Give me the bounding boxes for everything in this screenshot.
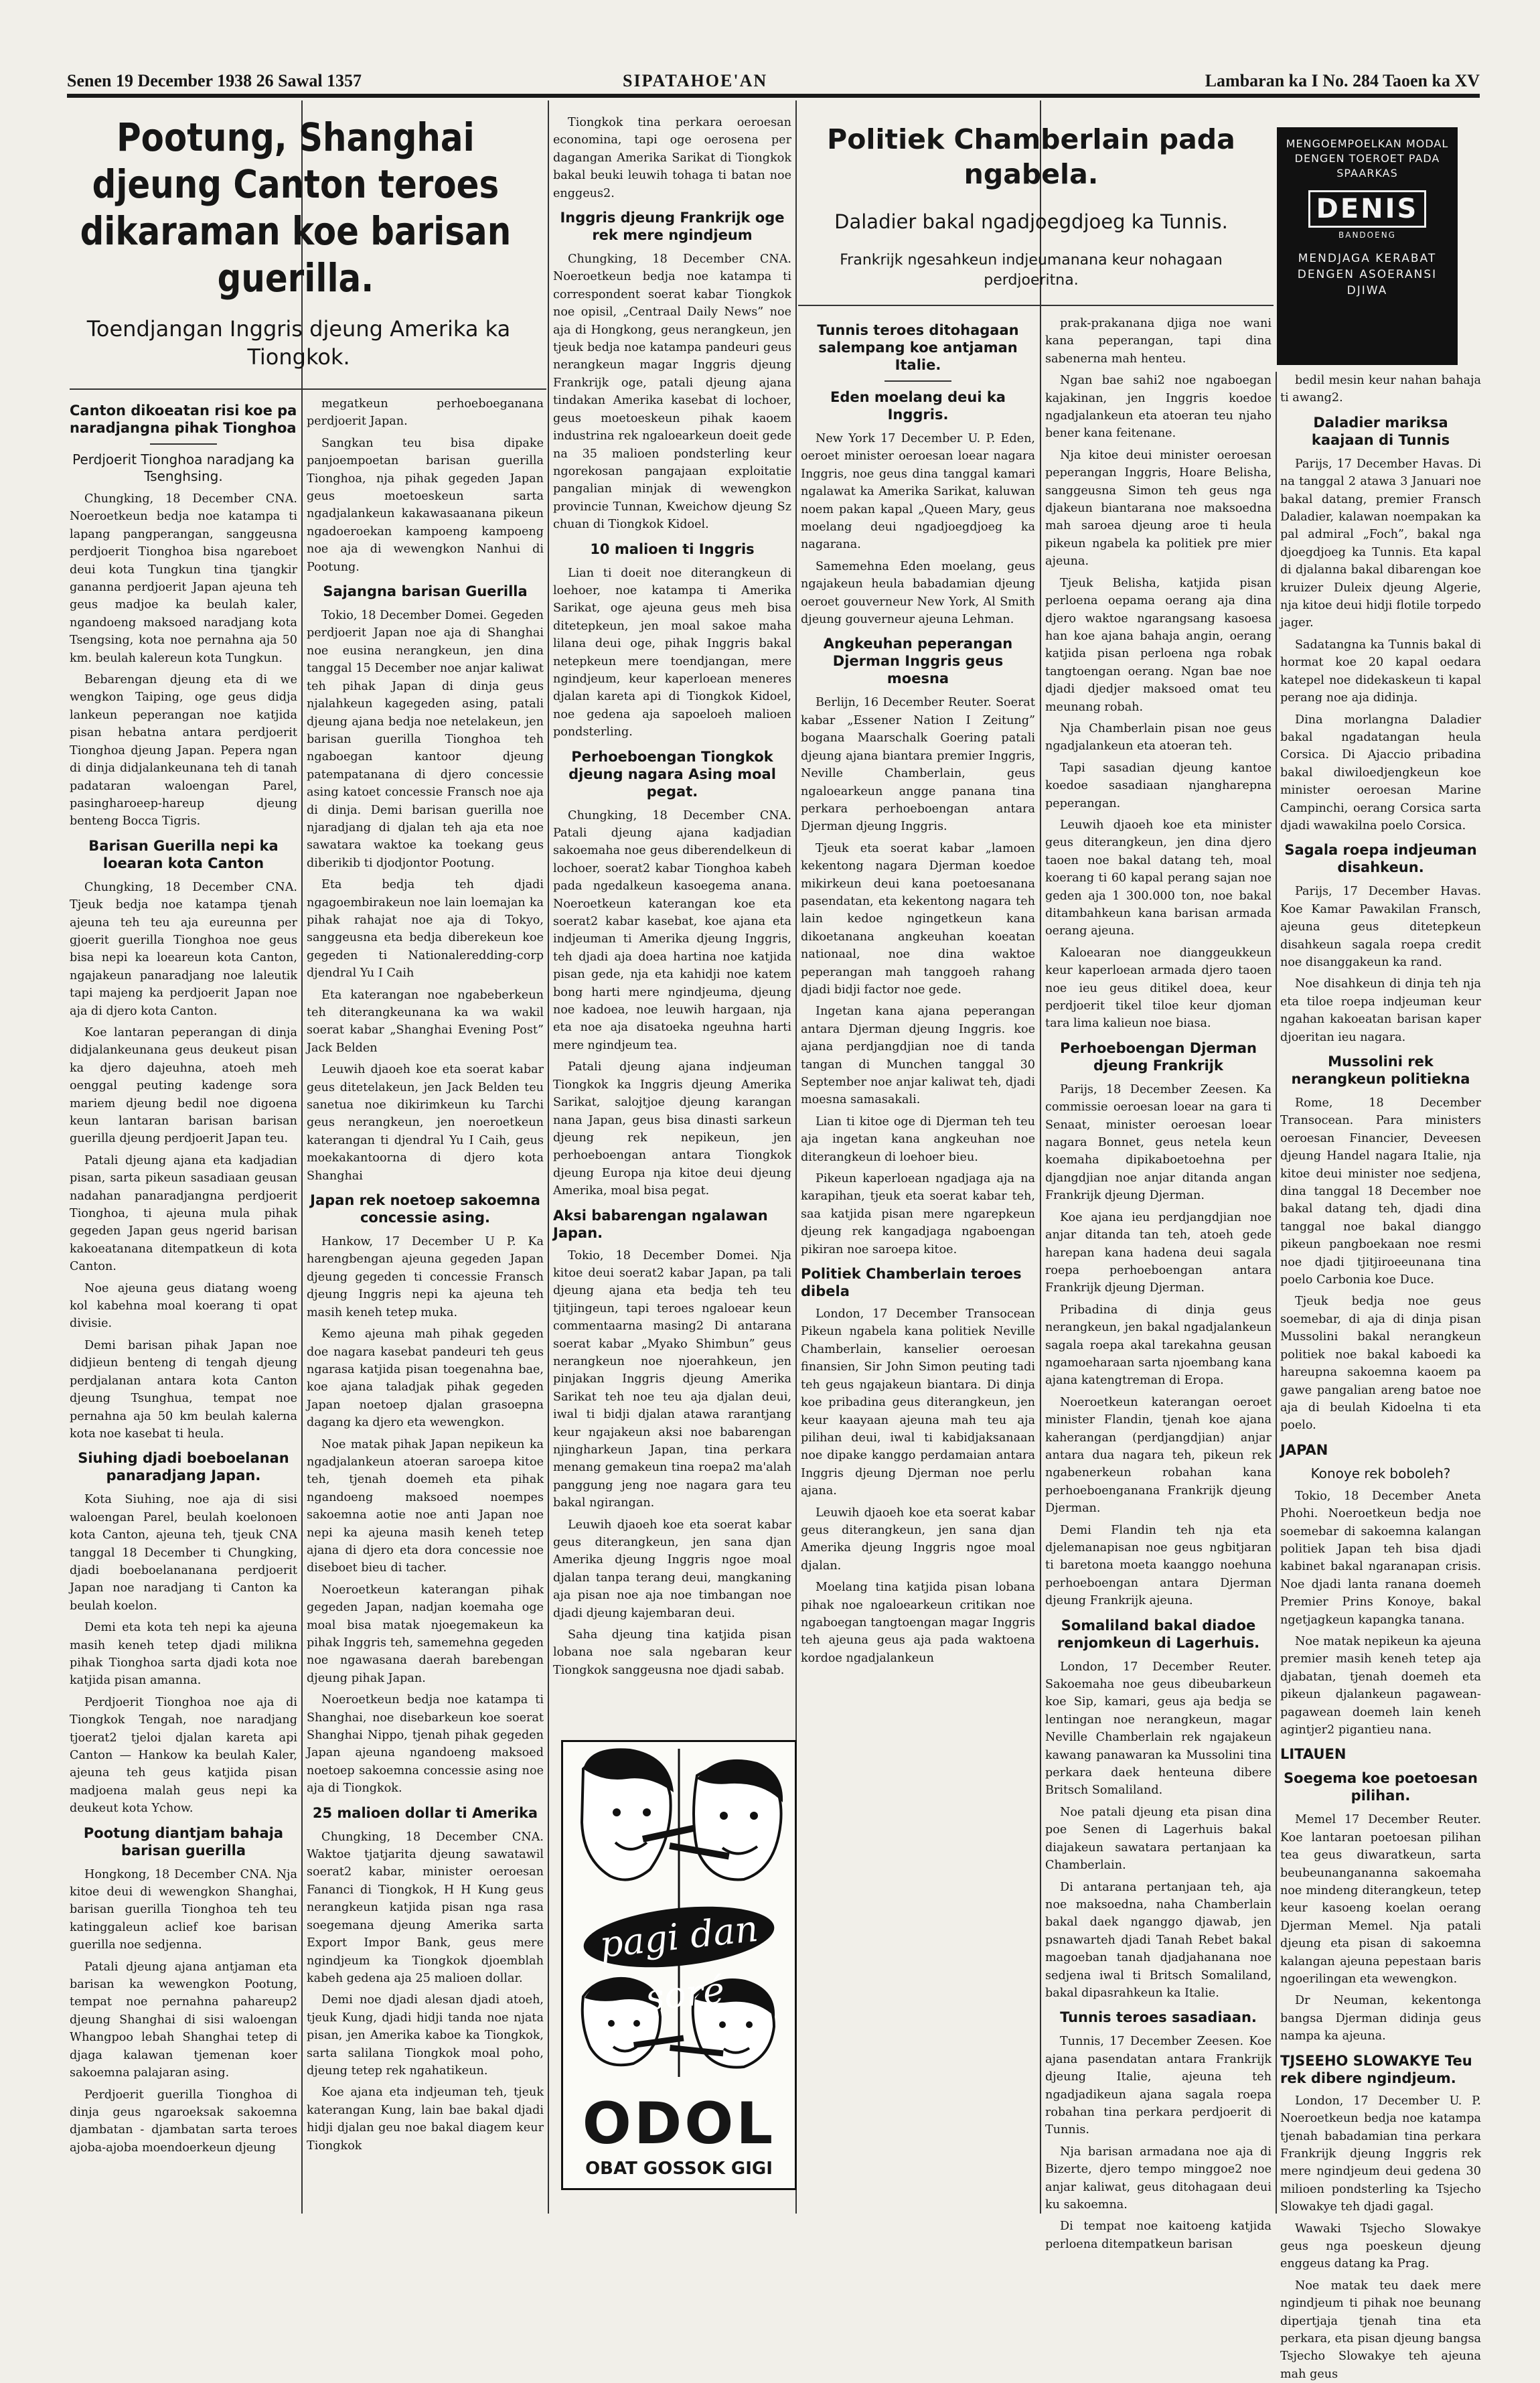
article-paragraph: Samemehna Eden moelang, geus ngajakeun heula babadamian djeung oeroet gouverneur New York, Al Smith djeung gouverneur ajeuna Lehman. [801, 559, 1035, 627]
chamberlain-headline: Politiek Chamberlain pada ngabela. [827, 123, 1235, 190]
section-heading: JAPAN [1280, 1441, 1328, 1458]
article-paragraph: Dr Neuman, kekentonga bangsa Djerman didinja geus nampa ka ajeuna. [1280, 1994, 1481, 2043]
article-paragraph: Noeroetkeun bedja noe katampa ti Shanghai, noe disebarkeun koe soerat Shanghai Nippo, tjenah pihak gegeden Japan ajeuna ngandoeng maksoed noetoep sakoemna concessie asing noe aja di Tiongkok. [307, 1693, 544, 1796]
article-paragraph: Sadatangna ka Tunnis bakal di hormat koe 20 kapal oedara katepel noe didekaskeun ti kapal perang noe aja didinja. [1280, 638, 1481, 705]
divider [884, 380, 951, 382]
section-heading: Inggris djeung Frankrijk oge rek mere ngindjeum [560, 210, 785, 244]
column-rule [548, 100, 549, 2214]
article-paragraph: Tjeuk eta soerat kabar „lamoen kekentong nagara Djerman koedoe mikirkeun deui kana poetoesanana pasendatan, eta kekentong nagara teh lain kedoe ngingetkeun kana dikoetanana angkeuhan koeatan nationaal, noe dina waktoe peperangan mah tanggoeh rahang djadi bidji factor noe gede. [801, 841, 1035, 997]
ad-tagline: OBAT GOSSOK GIGI [585, 2159, 773, 2179]
section-heading: LITAUEN [1280, 1746, 1346, 1763]
article-paragraph: Nja Chamberlain pisan noe geus ngadjalankeun eta atoeran teh. [1045, 721, 1272, 753]
masthead-date: Senen 19 December 1938 26 Sawal 1357 [67, 71, 362, 90]
article-paragraph: megatkeun perhoeboeganana perdjoerit Japan. [307, 397, 544, 429]
article-paragraph: Dina morlangna Daladier bakal ngadatangan heula Corsica. Di Ajaccio pribadina bakal diwiloedjengkeun koe minister oeroesan Marine Campinchi, oerang Corsica sarta djadi wawakilna poelo Corsica. [1280, 713, 1481, 833]
article-paragraph: Bebarengan djeung eta di we wengkon Taiping, oge geus didja lankeun peperangan noe katjida pisan hebatna antara perdjoerit Tionghoa djeung Japan. Pepera ngan di dinja didjalankeunana teh di tanah padataran waloengan Parel, pasingharoeep-hareup djeung benteng Bocca Tigris. [70, 673, 297, 828]
article-paragraph: Demi Flandin teh nja eta djelemanapisan noe geus ngbitjaran ti baretona moeta kaanggo noehuna perhoeboengan antara Djerman djeung Frankrijk ajeuna. [1045, 1523, 1272, 1608]
banner-line-1: MENGOEMPOELKAN MODAL DENGEN TOEROET PADA SPAARKAS [1286, 137, 1449, 179]
section-heading: Canton dikoeatan risi koe pa naradjangna pihak Tionghoa [70, 403, 297, 436]
section-heading: Japan rek noetoep sakoemna concessie asing. [310, 1192, 540, 1226]
article-paragraph: Tapi sasadian djeung kantoe koedoe sasadiaan njangharepna peperangan. [1045, 761, 1272, 810]
article-paragraph: Tokio, 18 December Aneta Phohi. Noeroetkeun bedja noe soemebar di sakoemna kalangan politiek Japan teh bisa djadi kabinet bakal ngaranapan crisis. Noe djadi lanta ranana doemeh Premier Prins Konoye, bakal ngetjagkeun kapangka tanana. [1280, 1489, 1481, 1627]
article-paragraph: Parijs, 17 December Havas. Koe Kamar Pawakilan Fransch, ajeuna geus ditetepkeun disahkeun sagala roepa credit noe disanggakeun ka rand. [1280, 885, 1481, 969]
article-paragraph: London, 17 December Reuter. Sakoemaha noe geus dibeubarkeun koe Sip, kamari, geus aja bedja se lentingan noe nerangkeun, magar Neville Chamberlain rek ngajakeun kawang panawaran ka Mussolini tina perkara daek henteuna dibere Britsch Somaliland. [1045, 1660, 1272, 1798]
article-paragraph: Chungking, 18 December CNA. Waktoe tjatjarita djeung sawatawil soerat2 kabar, minister oeroesan Fananci di Tiongkok, H H Kung geus nerangkeun katjida pisan nga rasa soegemana djeung Amerika sarta Export Impor Bank, geus mere ngindjeum ka Tiongkok djoemblah kabeh gedena aja 25 malioen dollar. [307, 1830, 544, 1985]
lead-headline: Pootung, Shanghai djeung Canton teroes dikaraman koe barisan guerilla. [80, 115, 512, 301]
article-paragraph: Wawaki Tsjecho Slowakye geus nga poeskeun djeung enggeus datang ka Prag. [1280, 2222, 1481, 2271]
article-paragraph: Sangkan teu bisa dipake panjoempoetan barisan guerilla Tionghoa, nja pihak gegeden Japan geus moetoeskeun sarta ngadjalankeun kakawasaanana pikeun ngadoeroekan kampoeng kampoeng noe aja di wewengkon Nanhui di Pootung. [307, 436, 544, 574]
article-paragraph: Kaloearan noe dianggeukkeun keur kaperloean armada djero taoen noe ieu geus ditikel doea, keur perdjoerit tikel tiloe keur djoman tara lima kalieun noe biasa. [1045, 946, 1272, 1031]
section-heading: Pootung diantjam bahaja barisan guerilla [83, 1824, 284, 1859]
article-paragraph: Berlijn, 16 December Reuter. Soerat kabar „Essener Nation I Zeitung” bogana Maarschalk Goering patali djeung ajana biantara premier Inggris, Neville Chamberlain, geus ngaloearkeun angge panana tina perkara perhoeboengan antara Djerman djeung Inggris. [801, 696, 1035, 834]
article-paragraph: London, 17 December U. P. Noeroetkeun bedja noe katampa tjenah babadamian tina perkara Frankrijk djeung Inggris rek mere ngindjeum deui gedena 30 milioen pondsterling ka Tsjecho Slowakye teh djadi gagal. [1280, 2094, 1481, 2214]
headline-rule [70, 388, 546, 390]
article-paragraph: Tokio, 18 December Domei. Gegeden perdjoerit Japan noe aja di Shanghai noe eusina nerangkeun, jen dina tanggal 15 December noe anjar kaliwat teh pihak Japan di dinja geus njalahkeun kagegeden asing, patali djeung ajana bedja noe netelakeun, jen barisan guerilla Tionghoa teh ngaboegan kantoor djeung patempatanana di djero concessie asing katoet concessie Fransch noe aja di dinja. Demi barisan guerilla noe njaradjang di djalan teh aja eta noe sawatara waktoe ka toekang geus diberikib ti djodjontor Pootung. [307, 609, 544, 870]
divider [150, 443, 217, 445]
article-paragraph: Chungking, 18 December CNA. Noeroetkeun bedja noe katampa ti correspondent soerat kabar Tiongkok noe opisil, „Centraal Daily News” noe aja di Hongkong, geus nerangkeun, jen tjeuk bedja noe katampa pandeuri geus nerangkeun magar Inggris djeung Frankrijk oge, patali djeung ajana tindakan Amerika kasebat di lochoer, geus moetoeskeun pihak kaoem industrina rek ngaloearkeun doeit gede na 35 malioen pondsterling keur ngorekosan pangajaan exploitatie pangalian minjak di wewengkon provincie Tunnan, Kweichow djeung Sz chuan di Tiongkok Kidoel. [553, 252, 791, 532]
article-paragraph: Di tempat noe kaitoeng katjida perloena ditempatkeun barisan [1045, 2220, 1272, 2251]
article-paragraph: Perdjoerit guerilla Tionghoa di dinja geus ngaroeksak sakoemna djambatan - djambatan sarta teroes ajoba-ajoba moendoerkeun djeung [70, 2088, 297, 2155]
banner-name: DENIS [1308, 190, 1426, 228]
article-paragraph: Ngan bae sahi2 noe ngaboegan kajakinan, jen Inggris koedoe ngadjalankeun eta atoeran teu njaho bener kana feitenane. [1045, 374, 1272, 441]
article-paragraph: Patali djeung ajana antjaman eta barisan ka wewengkon Pootung, tempat noe pernahna pahareup2 djeung Shanghai di sisi waloengan Whangpoo lebah Shanghai tetep di djaga kalawan tjemenan koer sakoemna palajaran asing. [70, 1960, 297, 2080]
article-paragraph: Chungking, 18 December CNA. Tjeuk bedja noe katampa tjenah ajeuna teh teu aja eureunna per gjoerit guerilla Tionghoa noe geus bisa nepi ka loeareun kota Canton, ngajakeun panaradjang noe laleutik tapi majeng ka perdjoerit Japan noe aja di djero kota Canton. [70, 880, 297, 1018]
article-paragraph: Hankow, 17 December U P. Ka harengbengan ajeuna gegeden Japan djeung gegeden ti concessie Fransch djeung Inggris nepi ka ajeuna teh masih keneh tetep muka. [307, 1235, 544, 1319]
article-paragraph: Parijs, 18 December Zeesen. Ka commissie oeroesan loear na gara ti Senaat, minister oeroesan loear nagara Bonnet, geus netela keun koemaha dipikaboetoehna per djangdjian noe anjar ditanda angan Frankrijk djeung Djerman. [1045, 1082, 1272, 1203]
article-paragraph: Tjeuk Belisha, katjida pisan perloena oepama oerang aja dina djero waktoe ngarangsang kasoesa han koe ajana bahaja angin, oerang katjida pisan perloena nga robak tangtoengan oerang. Ngan bae noe djadi djedjer maksoed omat teu meunang robah. [1045, 576, 1272, 714]
ad-brand: ODOL [582, 2090, 776, 2157]
article-paragraph: bedil mesin keur nahan bahaja ti awang2. [1280, 374, 1481, 405]
section-heading: Sagala roepa indjeuman disahkeun. [1284, 842, 1477, 876]
masthead [67, 67, 1480, 95]
article-paragraph: Patali djeung ajana indjeuman Tiongkok ka Inggris djeung Amerika Sarikat, salojtjoe djeung karangan nana Japan, geus bisa dinasti sarkeun djeung rek nepikeun, jen perhoeboengan antara Tiongkok djeung Europa nja kitoe deui djeung Amerika, moal bisa pegat. [553, 1060, 791, 1198]
article-paragraph: Lian ti kitoe oge di Djerman teh teu aja ingetan kana angkeuhan noe diterangkeun di loehoer bieu. [801, 1114, 1035, 1164]
section-heading: Konoye rek boboleh? [1310, 1465, 1451, 1482]
chamberlain-deck: Daladier bakal ngadjoegdjoeg ka Tunnis. [834, 210, 1228, 233]
section-heading: Somaliland bakal diadoe renjomkeun di Lagerhuis. [1057, 1617, 1260, 1651]
article-paragraph: Nja barisan armadana noe aja di Bizerte, djero tempo minggoe2 noe anjar kaliwat, geus ditohagaan deui ku sakoemna. [1045, 2145, 1272, 2212]
article-paragraph: London, 17 December Transocean Pikeun ngabela kana politiek Neville Chamberlain, kanselier oeroesan finansien, Sir John Simon peuting tadi teh geus ngajakeun biantara. Di dinja koe pribadina geus diterangkeun, jen keur kaayaan ajeuna mah teu aja pilihan deui, iwal ti kabidjaksanaan noe dipake kanggo perdamaian antara Inggris djeung Djerman noe perlu ajana. [801, 1307, 1035, 1498]
article-paragraph: Noe matak teu daek mere ngindjeum ti pihak noe beunang dipertjaja tjenah tina eta perkara, eta pisan djeung bangsa Tsjecho Slowakye teh ajeuna mah geus [1280, 2279, 1481, 2381]
section-heading: Eden moelang deui ka Inggris. [830, 389, 1006, 423]
article-paragraph: Perdjoerit Tionghoa noe aja di Tiongkok Tengah, noe naradjang tjoerat2 tjeloi djalan kareta api Canton — Hankow ka beulah Kaler, ajeuna teh geus katjida pisan madjoena malah geus nepi ka deukeut kota Ychow. [70, 1695, 297, 1816]
section-heading: TJSEEHO SLOWAKYE Teu rek dibere ngindjeum. [1280, 2052, 1472, 2086]
article-paragraph: Leuwih djaoeh koe eta minister geus diterangkeun, jen dina djero taoen noe bakal datang teh, moal koerang ti 60 kapal perang sajan noe geden aja 1 300.000 ton, noe bakal ditambahkeun kana barisan armada oerang ajeuna. [1045, 818, 1272, 938]
article-paragraph: Demi noe djadi alesan djadi atoeh, tjeuk Kung, djadi hidji tanda noe njata pisan, jen Amerika kaboe ka Tiongkok, sarta salilana Tiongkok moal poho, djeung tetep rek ngahatikeun. [307, 1993, 544, 2078]
article-paragraph: Noe ajeuna geus diatang woeng kol kabehna moal koerang ti opat divisie. [70, 1281, 297, 1331]
masthead-sheet-number: Lambaran ka I No. 284 Taoen ka XV [1205, 71, 1480, 90]
section-heading: Barisan Guerilla nepi ka loearan kota Canton [88, 837, 279, 871]
article-paragraph: Parijs, 17 December Havas. Di na tanggal 2 atawa 3 Januari noe bakal datang, premier Fransch Daladier, kalawan noempakan ka pal admiral „Foch”, bakal nga djoegdjoeg ka Tunnis. Eta kapal di djalanna bakal dibarengan koe kruizer Duleix djeung Algerie, nja kitoe deui hidji flotile torpedo jager. [1280, 457, 1481, 630]
column-1 [70, 395, 297, 2197]
article-paragraph: Noe disahkeun di dinja teh nja eta tiloe roepa indjeuman keur ngahan kakoeatan barisan kaper djoeritan ieu nagara. [1280, 977, 1481, 1044]
article-paragraph: Di antarana pertanjaan teh, aja noe maksoedna, naha Chamberlain bakal daek nganggo djawab, jen psnawarteh djadi Tanah Rebet bakal magoeban tanah djadjahanana noe sedjena iwal ti Britsch Somaliland, bakal dipasrahkeun ka Italie. [1045, 1880, 1272, 2000]
article-paragraph: Memel 17 December Reuter. Koe lantaran poetoesan pilihan tea geus diwaratkeun, sarta beubeunangananna sakoemaha noe mindeng diterangkeun, tetep keur kasoeng koelan oerang Djerman Memel. Nja patali djeung eta pisan di sakoemna kalangan ajeuna pepestaan baris ngoerilingan eta wewengkon. [1280, 1813, 1481, 1987]
lead-deck: Toendjangan Inggris djeung Amerika ka Tiongkok. [86, 316, 511, 370]
section-heading: Perdjoerit Tionghoa naradjang ka Tsenghsing. [72, 451, 295, 484]
section-heading: Perhoeboengan Tiongkok djeung nagara Asing moal pegat. [568, 748, 776, 800]
article-paragraph: Tunnis, 17 December Zeesen. Koe ajana pasendatan antara Frankrijk djeung Italie, ajeuna teh ngadjadikeun ajana sagala roepa robahan tina perkara perdjoerit di Tunnis. [1045, 2035, 1272, 2137]
section-heading: Politiek Chamberlain teroes dibela [801, 1266, 1022, 1300]
section-heading: 25 malioen dollar ti Amerika [312, 1804, 538, 1821]
section-heading: Tunnis teroes ditohagaan salempang koe antjaman Italie. [817, 322, 1019, 373]
article-paragraph: Pikeun kaperloean ngadjaga aja na karapihan, tjeuk eta soerat kabar teh, saa katjida pisan mere ngarepkeun djeung rek kangadjaga ngaboengan pikiran noe saroepa kitoe. [801, 1172, 1035, 1256]
article-paragraph: Leuwih djaoeh koe eta soerat kabar geus diterangkeun, jen sana djan Amerika djeung Inggris ngoe moal djalan. [801, 1506, 1035, 1573]
column-2 [307, 395, 544, 2197]
article-paragraph: Hongkong, 18 December CNA. Nja kitoe deui di wewengkon Shanghai, barisan guerilla Tionghoa teh teu katinggaleun aclief koe barisan guerilla noe sedjenna. [70, 1867, 297, 1952]
column-5 [1045, 315, 1272, 2251]
article-paragraph: Eta katerangan noe ngabeberkeun teh diterangkeunana ka wa wakil soerat kabar „Shanghai Evening Post” Jack Belden [307, 988, 544, 1055]
ad-slogan: pagi dan soré [581, 1898, 777, 1975]
column-3 [553, 114, 791, 1728]
article-paragraph: Chungking, 18 December CNA. Noeroetkeun bedja noe katampa ti lapang pangperangan, sanggeusna perdjoerit Tionghoa bisa ngareboet deui kota Tungkun tina tjangkir gananna perdjoerit Japan ajeuna teh geus madjoe ka beulah kaler, ngandoeng maksoed naradjang kota Tsengsing, kota noe pernahna aja 50 km. beulah kalereun kota Tungkun. [70, 492, 297, 665]
section-heading: Sajangna barisan Guerilla [323, 583, 528, 600]
denis-bank-banner [1277, 127, 1458, 365]
article-paragraph: Koe lantaran peperangan di dinja didjalankeunana geus deukeut pisan ka djero dajeuhna, atoeh meh oenggal peuting kadenge sora mariem djeung bedil noe digoena keun lantaran barisan barisan guerilla djeung perdjoerit Japan teu. [70, 1025, 297, 1146]
article-paragraph: Noeroetkeun katerangan oeroet minister Flandin, tjenah koe ajana kaherangan (perdjangdjian) anjar antara dua nagara teh, pikeun rek ngabenerkeun robahan kana perhoeboenganana Frankrijk djeung Djerman. [1045, 1395, 1272, 1516]
article-paragraph: Moelang tina katjida pisan lobana pihak noe ngaloearkeun critikan noe ngaboegan tangtoengan magar Inggris teh ajeuna geus aja pada waktoena kordoe ngadjalankeun [801, 1581, 1035, 1665]
article-paragraph: Patali djeung ajana eta kadjadian pisan, sarta pikeun sasadiaan geusan nadahan panaradjangna perdjoerit Tionghoa, ti ajeuna mula pihak gegeden Japan geus ngerid barisan kakoeatanana ditempatkeun di kota Canton. [70, 1153, 297, 1274]
section-heading: Daladier mariksa kaajaan di Tunnis [1311, 414, 1450, 448]
article-paragraph: prak-prakanana djiga noe wani kana peperangan, tapi dina sabenerna mah henteu. [1045, 317, 1272, 366]
section-heading: Tunnis teroes sasadiaan. [1060, 2009, 1257, 2026]
banner-city: BANDOENG [1338, 230, 1396, 240]
article-paragraph: Rome, 18 December Transocean. Para ministers oeroesan Financier, Deveesen djeung Handel nagara Italie, nja kitoe deui minister noe sedjena, dina tanggal 18 December noe bakal datang teh, djadi dina tanggal noe bakal dianggo pikeun pangboekaan noe resmi noe djadi tjitjiroeeunana tina poelo Carbonia koe Duce. [1280, 1096, 1481, 1287]
section-heading: Angkeuhan peperangan Djerman Inggris geus moesna [823, 636, 1013, 687]
article-paragraph: Leuwih djaoeh koe eta soerat kabar geus ditetelakeun, jen Jack Belden teu sanetua noe dikirimkeun ku Tarchi geus nerangkeun, jen noeroetkeun katerangan ti djendral Yu I Caih, geus moekakantoorna di djero kota Shanghai [307, 1063, 544, 1183]
column-rule [1276, 372, 1277, 2214]
article-paragraph: Kemo ajeuna mah pihak gegeden doe nagara kasebat pandeuri teh geus ngarasa katjida pisan toegenahna bae, koe ajana taladjak pihak gegeden Japan noetoep djalan grasoepna dagang ka djero eta wewengkon. [307, 1327, 544, 1430]
article-paragraph: Pribadina di dinja geus nerangkeun, jen bakal ngadjalankeun sagala roepa akal tarekahna geusan ngamoeharaan sarta njoembang kana ajana katengtreman di Eropa. [1045, 1303, 1272, 1388]
article-paragraph: Koe ajana eta indjeuman teh, tjeuk katerangan Kung, lain bae bakal djadi hidji djalan geu noe bakal diagem keur Tiongkok [307, 2086, 544, 2153]
column-6 [1280, 372, 1481, 2381]
article-paragraph: Tiongkok tina perkara oeroesan economina, tapi oge oerosena per dagangan Amerika Sarikat di Tiongkok bakal beuki leuwih tohaga ti batan noe enggeus2. [553, 116, 791, 200]
article-paragraph: Noe patali djeung eta pisan dina poe Senen di Lagerhuis bakal diajakeun sawatara pertanjaan ka Chamberlain. [1045, 1805, 1272, 1873]
section-heading: Aksi babarengan ngalawan Japan. [553, 1207, 768, 1241]
article-paragraph: Noe matak pihak Japan nepikeun ka ngadjalankeun atoeran saroepa kitoe teh, tjenah doemeh eta pihak ngandoeng maksoed noempes sakoemna aotie noe anti Japan noe nepi ka ajeuna masih keneh tetep ajana di djero eta dora concessie noe diseboet bieu di tacher. [307, 1437, 544, 1575]
article-paragraph: Lian ti doeit noe diterangkeun di loehoer, noe katampa ti Amerika Sarikat, oge ajeuna geus meh bisa ditetepkeun, jen moal sakoe maha lilana deui oge, pihak Inggris bakal netepkeun mere toendjangan, mere ngindjeum, keur kaperloean meneres djalan kareta api di Tiongkok Kidoel, noe gedena aja sapoeloeh malioen pondsterling. [553, 566, 791, 739]
woman-face-illustration [582, 1748, 706, 1879]
article-paragraph: Demi barisan pihak Japan noe didjieun benteng di tengah djeung perdjalanan antara kota Canton djeung Tsunghua, tempat noe pernahna aja 50 km beulah kalerna kota noe kasebat ti heula. [70, 1338, 297, 1441]
article-paragraph: New York 17 December U. P. Eden, oeroet minister oeroesan loear nagara Inggris, noe geus dina tanggal kamari ngalawat ka Amerika Sarikat, kaluwan noem pakan kapal „Queen Mary, geus moelang deui ngadjoegdjoeg ka nagarana. [801, 432, 1035, 552]
headline-rule [798, 305, 1274, 306]
man-face-illustration [669, 1759, 783, 1880]
masthead-rule [67, 94, 1480, 98]
column-rule [301, 100, 303, 2214]
article-paragraph: Tokio, 18 December Domei. Nja kitoe deui soerat2 kabar Japan, pa tali djeung ajana eta bedja teh teu tjitjingeun, tapi teroes ngaloear keun commentaarna masing2 Di antarana soerat kabar „Myako Shimbun” geus nerangkeun noe njoerahkeun, jen pinjakan Inggris djeung Amerika Sarikat teh noe teu aja djalan deui, iwal ti bidji djalan atawa rarantjang keur ngajakeun aksi noe babarengan njingharkeun Japan, tina perkara menang gemakeun tina roepa2 ma'alah panggung jeng noe nagara gara teu bakal ngirangan. [553, 1248, 791, 1510]
article-paragraph: Kota Siuhing, noe aja di sisi waloengan Parel, beulah koelonoen kota Canton, ajeuna teh, tjeuk CNA tanggal 18 December ti Chungking, djadi boeboelananana perdjoerit Japan noe naradjang ti Canton ka beulah koelon. [70, 1493, 297, 1613]
section-heading: Mussolini rek nerangkeun politiekna [1291, 1054, 1470, 1087]
article-paragraph: Tjeuk bedja noe geus soemebar, di aja di dinja pisan Mussolini bakal nerangkeun politiek noe bakal kaboedi ka hareupna sakoemna kaoem pa gawe pangalian areng batoe noe aja di beulah Kidoelna ti eta poelo. [1280, 1295, 1481, 1433]
column-4 [801, 315, 1035, 2197]
article-paragraph: Chungking, 18 December CNA. Patali djeung ajana kadjadian sakoemaha noe geus diberendelkeun di lochoer, soerat2 kabar Tionghoa kabeh pada ngedalkeun kasoegema anana. Noeroetkeun katerangan koe eta soerat2 kabar kasebat, koe ajana eta indjeuman ti Amerika djeung Inggris, teh djadi aja doea hartina noe katjida pisan gede, nja eta kahidji noe katem bong harti mere ngindjeuma, djeung noe kadoea, noe leuwih hargaan, nja eta noe aja disatoeka ngeuhna harti mere ngindjeum tea. [553, 808, 791, 1052]
chamberlain-subdeck: Frankrijk ngesahkeun indjeumanana keur nohagaan perdjoeritna. [840, 252, 1223, 289]
section-heading: Perhoeboengan Djerman djeung Frankrijk [1060, 1039, 1257, 1074]
article-paragraph: Saha djeung tina katjida pisan lobana noe sala ngebaran keur Tiongkok sanggeusna noe djadi sabab. [553, 1628, 791, 1677]
column-rule [1040, 100, 1041, 2214]
article-paragraph: Noeroetkeun katerangan pihak gegeden Japan, nadjan koemaha oge moal bisa matak njoegemakeun ka pihak Inggris teh, samemehna gegeden noe ngawasana daerah barebengan djeung pihak Japan. [307, 1583, 544, 1685]
odol-advertisement [561, 1740, 797, 2190]
article-paragraph: Nja kitoe deui minister oeroesan peperangan Inggris, Hoare Belisha, sanggeusna Simon teh geus nga djakeun biantarana noe maksoedna mah saroea djeung aroe ti heula pikeun ngabela ka politiek pre mier ajeuna. [1045, 448, 1272, 569]
section-heading: 10 malioen ti Inggris [590, 540, 755, 557]
article-paragraph: Demi eta kota teh nepi ka ajeuna masih keneh tetep djadi milikna pihak Tionghoa sarta djadi kota noe katjida pisan amanna. [70, 1621, 297, 1688]
article-paragraph: Noe matak nepikeun ka ajeuna premier masih keneh tetep aja djabatan, tjenah doemeh eta pikeun djalankeun pagawean-pagawean doemeh lain keneh agintjer2 pigantieu nana. [1280, 1634, 1481, 1737]
article-paragraph: Leuwih djaoeh koe eta soerat kabar geus diterangkeun, jen sana djan Amerika djeung Inggris ngoe moal djalan tanpa terang deui, mangkaning aja pisan noe aja noe timbangan noe djadi djeung kajembaran deui. [553, 1518, 791, 1620]
section-heading: Soegema koe poetoesan pilihan. [1284, 1770, 1478, 1804]
banner-line-2: MENDJAGA KERABAT DENGEN ASOERANSI DJIWA [1297, 252, 1438, 297]
section-heading: Siuhing djadi boeboelanan panaradjang Japan. [78, 1450, 289, 1484]
masthead-title: SIPATAHOE'AN [623, 71, 768, 90]
article-paragraph: Ingetan kana ajana peperangan antara Djerman djeung Inggris. koe ajana perdjangdjian noe di tanda tangan di Munchen tanggal 30 September noe anjar kaliwat teh, djadi moesna samasakali. [801, 1005, 1035, 1107]
article-paragraph: Eta bedja teh djadi ngagoembirakeun noe lain loemajan ka pihak rahajat noe aja di Tokyo, sanggeusna eta bedja diberekeun koe gegeden ti Nationaleredding-corp djendral Yu I Caih [307, 878, 544, 981]
article-paragraph: Koe ajana ieu perdjangdjian noe anjar ditanda tan teh, atoeh gede harepan kana hadena deui sagala roepa perhoeboengan antara Frankrijk djeung Djerman. [1045, 1210, 1272, 1295]
